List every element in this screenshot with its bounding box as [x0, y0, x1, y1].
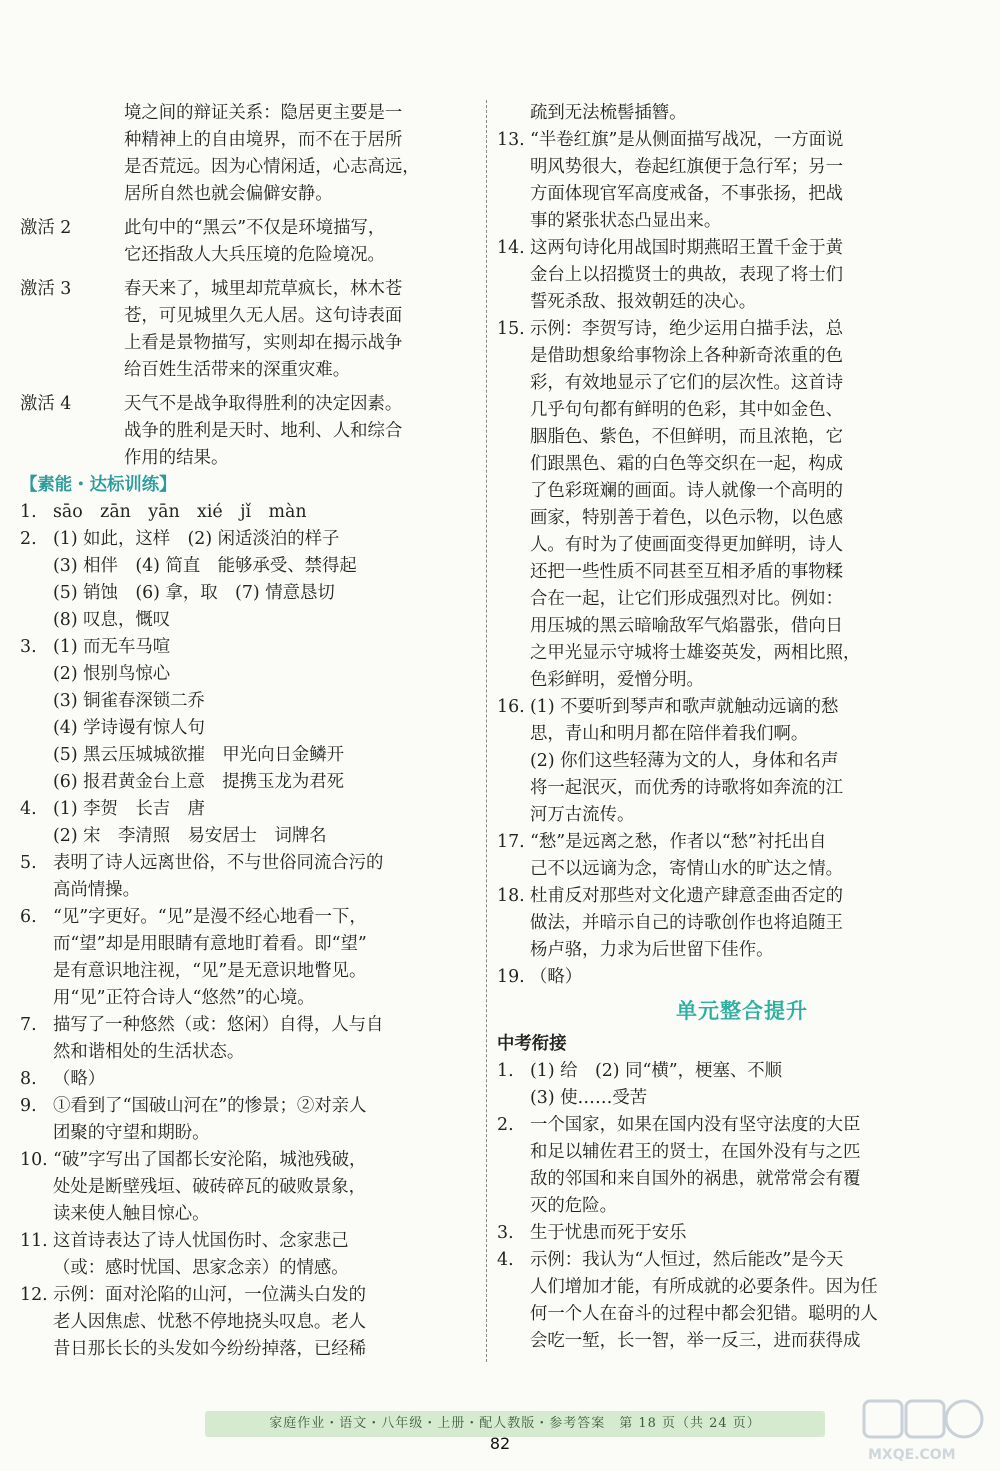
- answer-line: [20, 1282, 478, 1309]
- answer-text: 而“望”却是用眼睛有意地盯着看。即“望”: [53, 934, 367, 954]
- answer-line: [497, 667, 987, 694]
- answer-text: 灭的危险。: [530, 1196, 617, 1216]
- answer-text: (5) 销蚀 (6) 拿，取 (7) 情意恳切: [53, 583, 335, 603]
- answer-text: (2) 你们这些轻薄为文的人，身体和名声: [530, 751, 839, 771]
- item-number: 6.: [20, 907, 37, 927]
- answer-text: sāo zān yān xié jǐ màn: [53, 502, 307, 522]
- answer-text: 画家，特别善于着色，以色示物，以色感: [530, 508, 844, 528]
- answer-line: [20, 1039, 478, 1066]
- answer-line: [497, 910, 987, 937]
- answer-text: 之甲光显示守城将士雄姿英发，两相比照，: [530, 643, 861, 663]
- activation-label: 激活 4: [20, 394, 72, 414]
- answer-text: （或：感时忧国、思家念亲）的情感。: [53, 1258, 349, 1278]
- answer-text: 人们增加才能，有所成就的必要条件。因为任: [530, 1277, 878, 1297]
- answer-text: 将一起泯灭，而优秀的诗歌将如奔流的江: [530, 778, 844, 798]
- answer-line: [20, 931, 478, 958]
- answer-subline: [20, 823, 478, 850]
- spacer: [20, 208, 478, 215]
- answer-line: [497, 883, 987, 910]
- answer-text: 杨卢骆，力求为后世留下佳作。: [530, 940, 774, 960]
- item-number: 3.: [20, 637, 37, 657]
- answer-subline: [20, 742, 478, 769]
- intro-text: 居所自然也就会偏僻安静。: [124, 184, 333, 204]
- intro-line: [20, 127, 478, 154]
- answer-line: [20, 1120, 478, 1147]
- page-number: 82: [489, 1434, 511, 1453]
- answer-text: 是借助想象给事物涂上各种新奇浓重的色: [530, 346, 844, 366]
- activation-text: 给百姓生活带来的深重灾难。: [124, 360, 351, 380]
- answer-text: 示例：面对沦陷的山河，一位满头白发的: [53, 1285, 367, 1305]
- item-number: 9.: [20, 1096, 37, 1116]
- answer-line: [497, 640, 987, 667]
- answer-text: 色彩鲜明，爱憎分明。: [530, 670, 704, 690]
- answer-text: 示例：我认为“人恒过，然后能改”是今天: [530, 1250, 844, 1270]
- activation-label: 激活 3: [20, 279, 72, 299]
- activation-text: 天气不是战争取得胜利的决定因素。: [124, 394, 403, 414]
- answer-text: 合在一起，让它们形成强烈对比。例如：: [530, 589, 844, 609]
- item-number: 2.: [497, 1115, 514, 1135]
- answer-line: [497, 478, 987, 505]
- answer-text: 是有意识地注视，“见”是无意识地瞥见。: [53, 961, 367, 981]
- answer-line: [20, 877, 478, 904]
- answer-line: [497, 451, 987, 478]
- answer-line: [497, 1220, 987, 1247]
- answer-text: (5) 黑云压城城欲摧 甲光向日金鳞开: [53, 745, 345, 765]
- answer-line: [20, 1174, 478, 1201]
- answer-text: “破”字写出了国都长安沦陷，城池残破，: [53, 1150, 367, 1170]
- spacer: [20, 269, 478, 276]
- answer-text: 了色彩斑斓的画面。诗人就像一个高明的: [530, 481, 844, 501]
- intro-line: [20, 181, 478, 208]
- answer-subline: [20, 553, 478, 580]
- answer-text: (6) 报君黄金台上意 提携玉龙为君死: [53, 772, 345, 792]
- item-number: 4.: [497, 1250, 514, 1270]
- answer-line: [497, 613, 987, 640]
- answer-text: 团聚的守望和期盼。: [53, 1123, 210, 1143]
- left-column: [20, 100, 478, 1363]
- answer-line: [497, 829, 987, 856]
- answer-text: 杜甫反对那些对文化遗产肆意歪曲否定的: [530, 886, 844, 906]
- answer-text: 几乎句句都有鲜明的色彩，其中如金色、: [530, 400, 844, 420]
- answer-line: [497, 748, 987, 775]
- answer-text: 这首诗表达了诗人忧国伤时、念家悲己: [53, 1231, 349, 1251]
- answer-subline: [20, 607, 478, 634]
- answer-subline: [20, 580, 478, 607]
- answer-text: ①看到了“国破山河在”的惨景；②对亲人: [53, 1096, 367, 1116]
- answer-line: [497, 397, 987, 424]
- answer-line: [497, 316, 987, 343]
- answer-text: 己不以远谪为念，寄情山水的旷达之情。: [530, 859, 844, 879]
- intro-text: 种精神上的自由境界，而不在于居所: [124, 130, 403, 150]
- answer-line: [497, 154, 987, 181]
- answer-line: [20, 796, 478, 823]
- answer-line: [497, 289, 987, 316]
- answer-line: [20, 958, 478, 985]
- item-number: 18.: [497, 886, 525, 906]
- spacer: [20, 384, 478, 391]
- answer-line: [20, 850, 478, 877]
- activation-text: 战争的胜利是天时、地利、人和综合: [124, 421, 403, 441]
- item-number: 10.: [20, 1150, 48, 1170]
- answer-line: [20, 1309, 478, 1336]
- answer-text: 一个国家，如果在国内没有坚守法度的大臣: [530, 1115, 861, 1135]
- answer-line: [497, 1247, 987, 1274]
- answer-text: 明风势很大，卷起红旗便于急行军；另一: [530, 157, 844, 177]
- item-number: 5.: [20, 853, 37, 873]
- activation-line: [20, 330, 478, 357]
- item-number: 16.: [497, 697, 525, 717]
- answer-text: 生于忧患而死于安乐: [530, 1223, 687, 1243]
- continuation-line: [497, 100, 987, 127]
- answer-text: (1) 李贺 长吉 唐: [53, 799, 205, 819]
- answer-text: (3) 使……受苦: [530, 1088, 648, 1108]
- answer-text: 和足以辅佐君王的贤士，在国外没有与之匹: [530, 1142, 861, 1162]
- answer-text: (1) 给 (2) 同“横”，梗塞、不顺: [530, 1061, 783, 1081]
- item-number: 1.: [20, 502, 37, 522]
- answer-text: 做法，并暗示自己的诗歌创作也将追随王: [530, 913, 844, 933]
- item-number: 11.: [20, 1231, 48, 1251]
- answer-text: 示例：李贺写诗，绝少运用白描手法，总: [530, 319, 844, 339]
- answer-line: [497, 532, 987, 559]
- answer-text: “见”字更好。“见”是漫不经心地看一下，: [53, 907, 367, 927]
- answer-subline: [497, 1085, 987, 1112]
- answer-line: [20, 1066, 478, 1093]
- activation-line: [20, 215, 478, 242]
- item-number: 13.: [497, 130, 525, 150]
- activation-line: [20, 445, 478, 472]
- answer-text: 彩，有效地显示了它们的层次性。这首诗: [530, 373, 844, 393]
- answer-line: [497, 775, 987, 802]
- answer-text: 疏到无法梳髻插簪。: [530, 103, 687, 123]
- answer-text: 何一个人在奋斗的过程中都会犯错。聪明的人: [530, 1304, 878, 1324]
- answer-text: 表明了诗人远离世俗，不与世俗同流合污的: [53, 853, 384, 873]
- answer-line: [497, 127, 987, 154]
- answer-line: [497, 559, 987, 586]
- activation-text: 此句中的“黑云”不仅是环境描写，: [124, 218, 386, 238]
- answer-text: 金台上以招揽贤士的典故，表现了将士们: [530, 265, 844, 285]
- answer-line: [497, 1166, 987, 1193]
- answer-line: [497, 964, 987, 991]
- answer-line: [20, 1012, 478, 1039]
- answer-text: “愁”是远离之愁，作者以“愁”衬托出自: [530, 832, 827, 852]
- answer-line: [497, 937, 987, 964]
- answer-text: (1) 如此，这样 (2) 闲适淡泊的样子: [53, 529, 340, 549]
- answer-text: 昔日那长长的头发如今纷纷掉落，已经稀: [53, 1339, 367, 1359]
- answer-line: [497, 235, 987, 262]
- answer-text: (4) 学诗谩有惊人句: [53, 718, 205, 738]
- activation-line: [20, 303, 478, 330]
- item-number: 2.: [20, 529, 37, 549]
- answer-text: 方面体现官军高度戒备，不事张扬，把战: [530, 184, 844, 204]
- answer-text: （略）: [530, 967, 583, 987]
- answer-line: [497, 1112, 987, 1139]
- activation-line: [20, 391, 478, 418]
- answer-line: [20, 904, 478, 931]
- item-number: 4.: [20, 799, 37, 819]
- answer-line: [20, 1255, 478, 1282]
- answer-text: (8) 叹息，慨叹: [53, 610, 171, 630]
- answer-line: [497, 343, 987, 370]
- answer-line: [497, 262, 987, 289]
- answer-line: [497, 1328, 987, 1355]
- item-number: 14.: [497, 238, 525, 258]
- answer-line: [20, 526, 478, 553]
- right-column: [497, 100, 987, 1355]
- item-number: 12.: [20, 1285, 48, 1305]
- answer-line: [20, 1336, 478, 1363]
- answer-text: 誓死杀敌、报效朝廷的决心。: [530, 292, 757, 312]
- answer-line: [497, 802, 987, 829]
- activation-text: 春天来了，城里却荒草疯长，林木苍: [124, 279, 403, 299]
- answer-text: 处处是断壁残垣、破砖碎瓦的破败景象，: [53, 1177, 367, 1197]
- svg-text:MXQE.COM: MXQE.COM: [868, 1447, 956, 1463]
- answer-line: [497, 505, 987, 532]
- answer-subline: [20, 661, 478, 688]
- answer-text: 描写了一种悠然（或：悠闲）自得，人与自: [53, 1015, 384, 1035]
- item-number: 17.: [497, 832, 525, 852]
- intro-text: 境之间的辩证关系：隐居更主要是一: [124, 103, 403, 123]
- answer-line: [497, 370, 987, 397]
- answer-line: [497, 856, 987, 883]
- answer-text: 用“见”正符合诗人“悠然”的心境。: [53, 988, 315, 1008]
- column-divider: [486, 100, 487, 1362]
- answer-text: 这两句诗化用战国时期燕昭王置千金于黄: [530, 238, 844, 258]
- activation-text: 上看是景物描写，实则却在揭示战争: [124, 333, 403, 353]
- answer-line: [497, 1274, 987, 1301]
- unit-title: 单元整合提升: [676, 999, 808, 1023]
- answer-text: 用压城的黑云暗喻敌军气焰嚣张，借向日: [530, 616, 844, 636]
- intro-line: [20, 100, 478, 127]
- item-number: 1.: [497, 1061, 514, 1081]
- answer-line: [497, 1058, 987, 1085]
- answer-text: 会吃一堑，长一智，举一反三，进而获得成: [530, 1331, 861, 1351]
- item-number: 7.: [20, 1015, 37, 1035]
- answer-text: 事的紧张状态凸显出来。: [530, 211, 722, 231]
- answer-line: [20, 1201, 478, 1228]
- subheading: 中考衔接: [497, 1034, 567, 1054]
- activation-line: [20, 357, 478, 384]
- answer-line: [497, 586, 987, 613]
- answer-line: [497, 208, 987, 235]
- answer-text: 们跟黑色、霜的白色等交织在一起，构成: [530, 454, 844, 474]
- item-number: 8.: [20, 1069, 37, 1089]
- answer-text: 然和谐相处的生活状态。: [53, 1042, 245, 1062]
- answer-text: 还把一些性质不同甚至互相矛盾的事物糅: [530, 562, 844, 582]
- answer-line: [20, 985, 478, 1012]
- answer-line: [497, 694, 987, 721]
- answer-line: [497, 424, 987, 451]
- activation-line: [20, 418, 478, 445]
- answer-text: (3) 相伴 (4) 简直 能够承受、禁得起: [53, 556, 357, 576]
- activation-line: [20, 276, 478, 303]
- activation-line: [20, 242, 478, 269]
- answer-text: （略）: [53, 1069, 106, 1089]
- answer-text: (1) 而无车马喧: [53, 637, 171, 657]
- answer-text: 高尚情操。: [53, 880, 140, 900]
- watermark-logo: [860, 1395, 990, 1467]
- activation-text: 它还指敌人大兵压境的危险境况。: [124, 245, 385, 265]
- intro-line: [20, 154, 478, 181]
- activation-text: 苍，可见城里久无人居。这句诗表面: [124, 306, 403, 326]
- answer-text: 老人因焦虑、忧愁不停地挠头叹息。老人: [53, 1312, 367, 1332]
- answer-line: [20, 1228, 478, 1255]
- answer-line: [497, 181, 987, 208]
- item-number: 19.: [497, 967, 525, 987]
- answer-line: [20, 499, 478, 526]
- activation-text: 作用的结果。: [124, 448, 229, 468]
- answer-text: (2) 宋 李清照 易安居士 词牌名: [53, 826, 327, 846]
- answer-text: 敌的邻国和来自国外的祸患，就常常会有覆: [530, 1169, 861, 1189]
- answer-text: 人。有时为了使画面变得更加鲜明，诗人: [530, 535, 844, 555]
- answer-text: “半卷红旗”是从侧面描写战况，一方面说: [530, 130, 844, 150]
- answer-text: (3) 铜雀春深锁二乔: [53, 691, 205, 711]
- activation-label: 激活 2: [20, 218, 72, 238]
- answer-line: [497, 721, 987, 748]
- answer-line: [497, 1139, 987, 1166]
- answer-subline: [20, 769, 478, 796]
- answer-subline: [20, 715, 478, 742]
- footer-bar: 家庭作业・语文・八年级・上册・配人教版・参考答案 第 18 页（共 24 页）: [205, 1411, 825, 1437]
- answer-line: [497, 1193, 987, 1220]
- answer-line: [497, 1301, 987, 1328]
- answer-line: [20, 1093, 478, 1120]
- answer-line: [20, 1147, 478, 1174]
- intro-text: 是否荒远。因为心情闲适，心志高远，: [124, 157, 420, 177]
- answer-text: 胭脂色、紫色，不但鲜明，而且浓艳，它: [530, 427, 844, 447]
- section-title: 【素能・达标训练】: [20, 475, 177, 495]
- answer-line: [20, 634, 478, 661]
- answer-text: (1) 不要听到琴声和歌声就触动远谪的愁: [530, 697, 839, 717]
- item-number: 15.: [497, 319, 525, 339]
- answer-text: 读来使人触目惊心。: [53, 1204, 210, 1224]
- item-number: 3.: [497, 1223, 514, 1243]
- answer-text: 思，青山和明月都在陪伴着我们啊。: [530, 724, 809, 744]
- answer-text: 河万古流传。: [530, 805, 635, 825]
- answer-subline: [20, 688, 478, 715]
- answer-text: (2) 恨别鸟惊心: [53, 664, 171, 684]
